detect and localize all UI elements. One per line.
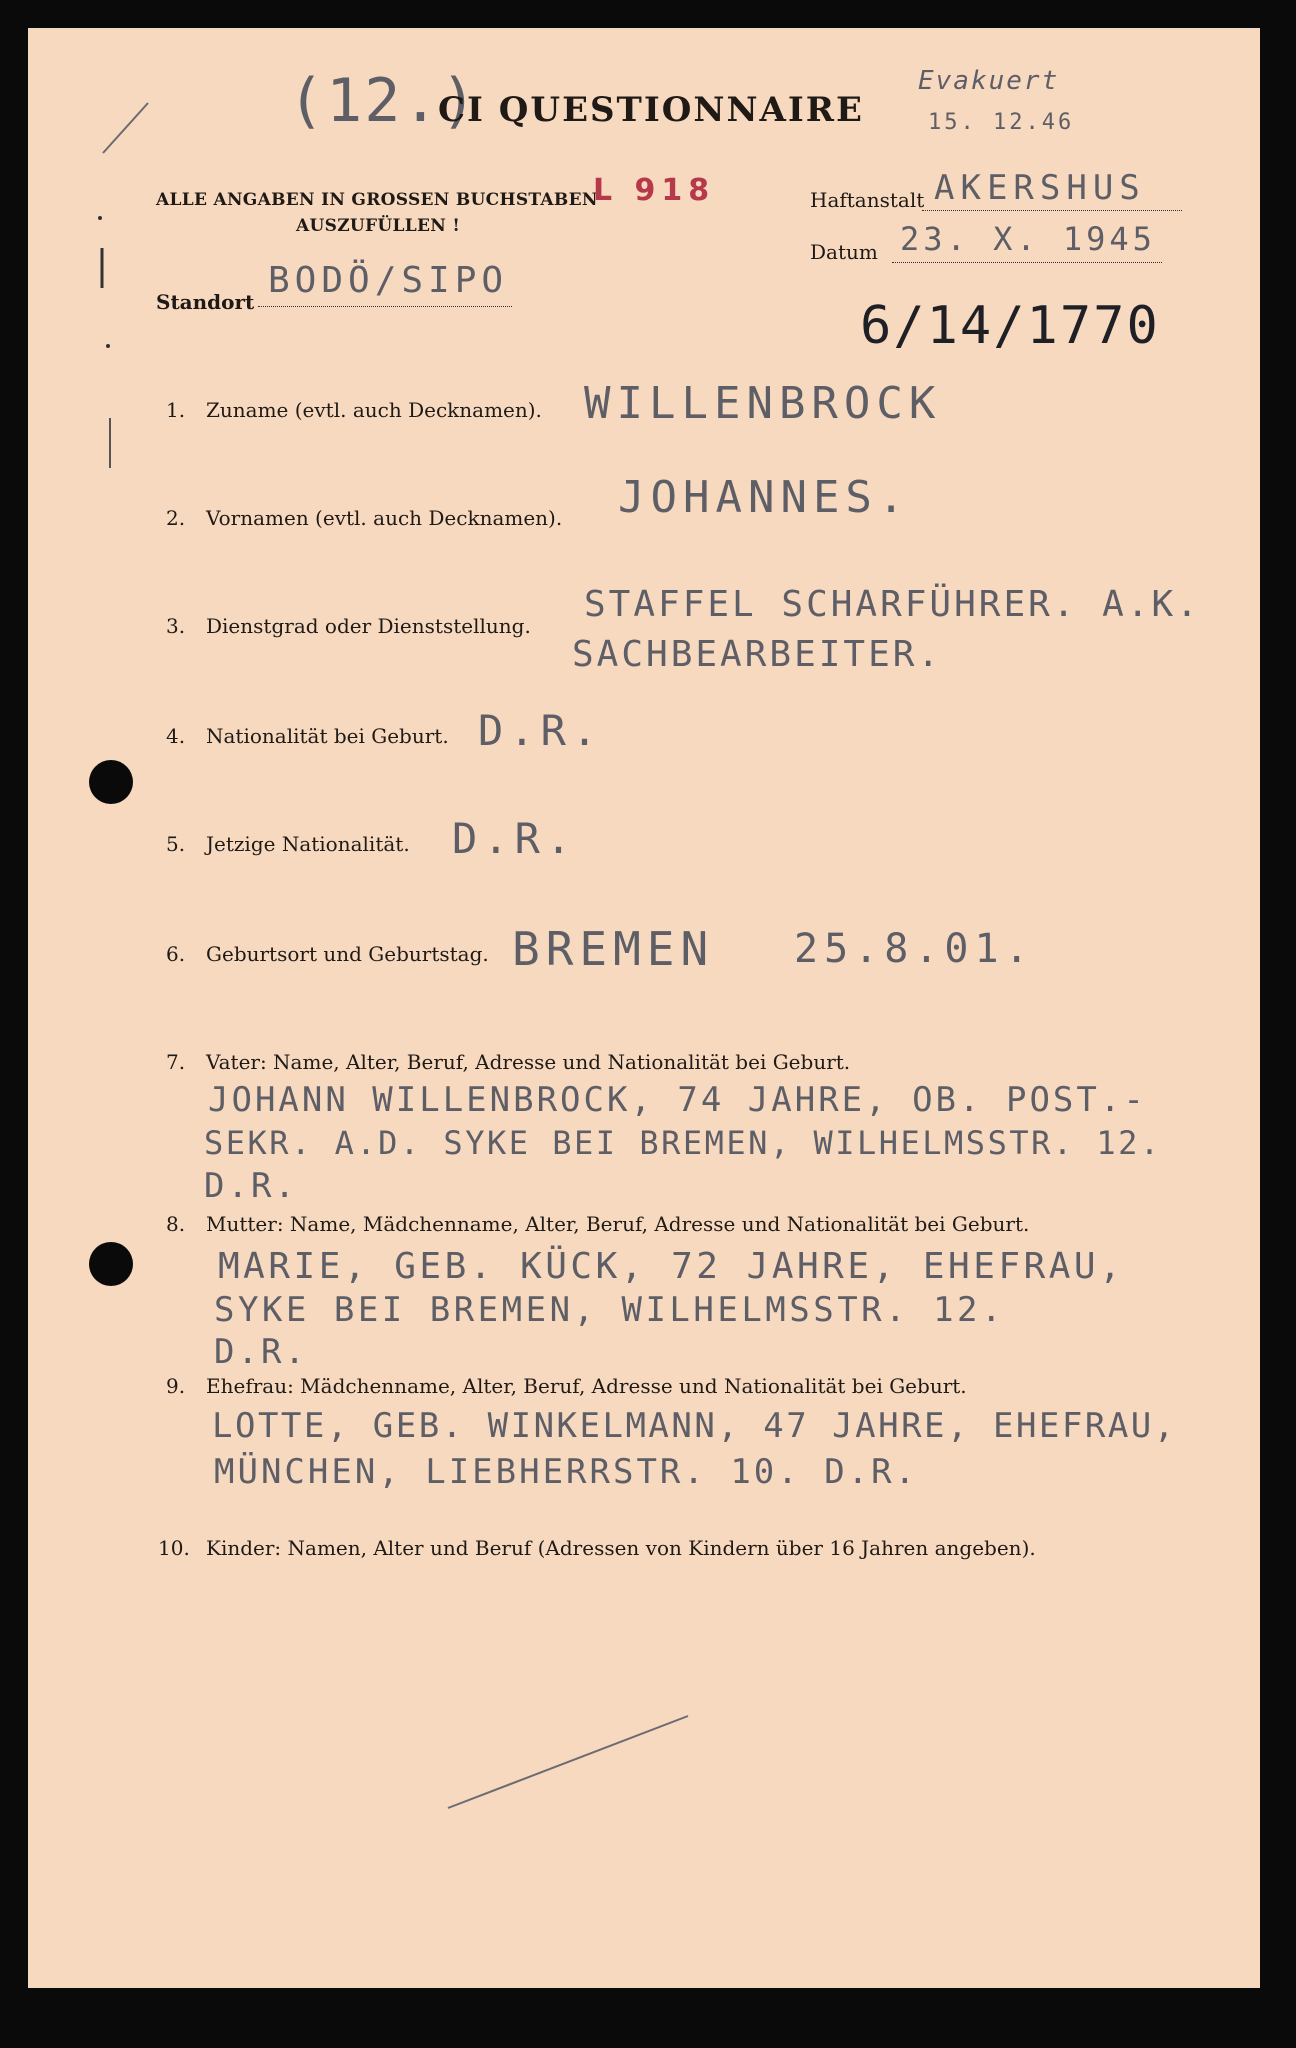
field-number: 10.: [158, 1536, 190, 1560]
datum-value: 23. X. 1945: [900, 220, 1156, 258]
field-number: 5.: [166, 832, 186, 856]
standort-label: Standort: [156, 290, 255, 314]
standort-value: BODÖ/SIPO: [268, 260, 509, 301]
pencil-stroke: [438, 1708, 698, 1818]
field-number: 2.: [166, 506, 186, 530]
corner-note-line2: 15. 12.46: [928, 110, 1075, 135]
punch-hole: [89, 760, 133, 804]
answer-mutter-line1: MARIE, GEB. KÜCK, 72 JAHRE, EHEFRAU,: [218, 1246, 1125, 1287]
field-number: 8.: [166, 1212, 186, 1236]
field-label-kinder: Kinder: Namen, Alter und Beruf (Adressen von Kindern über 16 Jahren angeben).: [206, 1536, 1036, 1560]
answer-vater-line2: SEKR. A.D. SYKE BEI BREMEN, WILHELMSSTR. 12.: [204, 1124, 1162, 1162]
answer-dienstgrad-line1: STAFFEL SCHARFÜHRER. A.K.: [584, 584, 1201, 625]
field-label-jetzige-nationalitaet: Jetzige Nationalität.: [206, 832, 410, 856]
field-number: 1.: [166, 398, 186, 422]
number-note: (12.): [288, 66, 479, 136]
datum-label: Datum: [810, 240, 878, 264]
field-number: 7.: [166, 1050, 186, 1074]
field-label-dienstgrad: Dienstgrad oder Dienststellung.: [206, 614, 531, 638]
answer-mutter-line2: SYKE BEI BREMEN, WILHELMSSTR. 12.: [214, 1290, 1006, 1330]
field-label-nationalitaet-geburt: Nationalität bei Geburt.: [206, 724, 449, 748]
field-number: 9.: [166, 1374, 186, 1398]
questionnaire-sheet: [28, 28, 1260, 1988]
answer-nationalitaet-geburt: D.R.: [478, 706, 604, 755]
answer-geburtsort: BREMEN: [512, 922, 715, 976]
answer-jetzige-nationalitaet: D.R.: [452, 814, 578, 863]
field-label-geburtsort: Geburtsort und Geburtstag.: [206, 942, 489, 966]
field-label-vornamen: Vornamen (evtl. auch Decknamen).: [206, 506, 563, 530]
haftanstalt-line: [922, 210, 1182, 211]
answer-geburtstag: 25.8.01.: [794, 926, 1035, 972]
answer-vater-line3: D.R.: [204, 1166, 298, 1206]
answer-vornamen: JOHANNES.: [618, 472, 911, 523]
answer-ehefrau-line2: MÜNCHEN, LIEBHERRSTR. 10. D.R.: [214, 1452, 919, 1492]
punch-hole: [89, 1242, 133, 1286]
answer-vater-line1: JOHANN WILLENBROCK, 74 JAHRE, OB. POST.-: [208, 1080, 1147, 1120]
field-number: 6.: [166, 942, 186, 966]
corner-note-line1: Evakuert: [918, 66, 1060, 96]
datum-line: [892, 262, 1162, 263]
field-label-zuname: Zuname (evtl. auch Decknamen).: [206, 398, 542, 422]
red-stamp: L 918: [593, 173, 716, 208]
reference-number: 6/14/1770: [860, 296, 1160, 356]
instruction-line2: AUSZUFÜLLEN !: [296, 216, 461, 236]
pencil-tick-mark: [98, 98, 158, 158]
field-number: 4.: [166, 724, 186, 748]
answer-mutter-line3: D.R.: [214, 1332, 308, 1372]
instruction-line1: ALLE ANGABEN IN GROSSEN BUCHSTABEN: [156, 190, 598, 210]
field-label-vater: Vater: Name, Alter, Beruf, Adresse und Nationalität bei Geburt.: [206, 1050, 851, 1074]
answer-ehefrau-line1: LOTTE, GEB. WINKELMANN, 47 JAHRE, EHEFRAU,: [212, 1406, 1177, 1446]
answer-zuname: WILLENBROCK: [584, 378, 942, 429]
field-label-mutter: Mutter: Name, Mädchenname, Alter, Beruf, Adresse und Nationalität bei Geburt.: [206, 1212, 1030, 1236]
standort-line: [258, 306, 512, 307]
margin-marks: [88, 208, 118, 588]
field-number: 3.: [166, 614, 186, 638]
haftanstalt-value: AKERSHUS: [934, 168, 1146, 208]
answer-dienstgrad-line2: SACHBEARBEITER.: [572, 634, 943, 675]
page-title: CI QUESTIONNAIRE: [438, 90, 864, 130]
haftanstalt-label: Haftanstalt: [810, 188, 925, 212]
field-label-ehefrau: Ehefrau: Mädchenname, Alter, Beruf, Adresse und Nationalität bei Geburt.: [206, 1374, 967, 1398]
